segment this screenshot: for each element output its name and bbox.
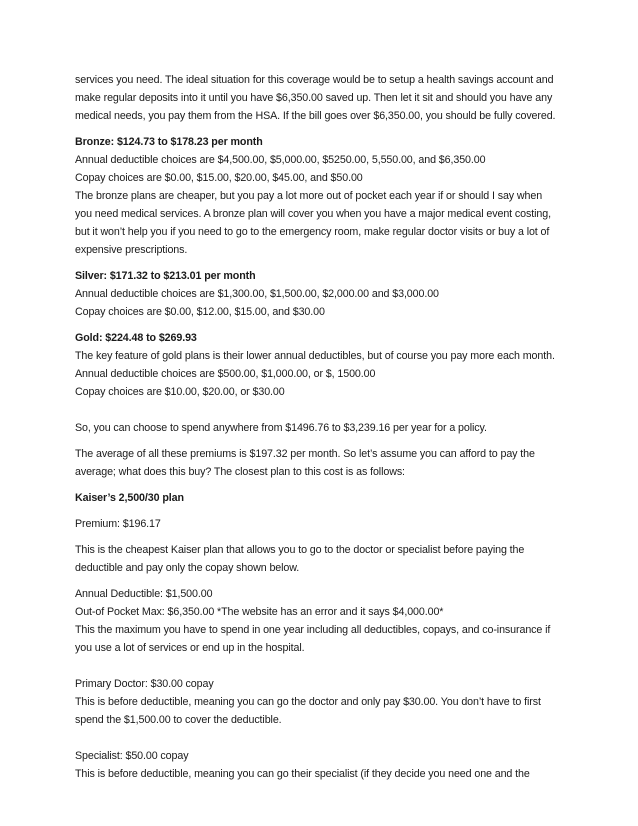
text-line: services you need. The ideal situation for this coverage would be to setup a health savings account and: [75, 74, 554, 86]
text-line: but it won’t help you if you need to go to the emergency room, make regular doctor visits or buy a lot of: [75, 226, 550, 238]
text-line: expensive prescriptions.: [75, 244, 188, 256]
average-paragraph: [75, 445, 567, 481]
text-line: Out-of Pocket Max: $6,350.00 *The website has an error and it says $4,000.00*: [75, 606, 444, 618]
gold-heading: Gold: $224.48 to $269.93: [75, 332, 197, 344]
bronze-section: [75, 133, 567, 259]
premium-paragraph: [75, 515, 567, 533]
text-line: spend the $1,500.00 to cover the deductible.: [75, 714, 282, 726]
deductible-paragraph: [75, 585, 567, 657]
gold-section: [75, 329, 567, 401]
text-line: Specialist: $50.00 copay: [75, 750, 189, 762]
text-line: Copay choices are $10.00, $20.00, or $30.00: [75, 386, 285, 398]
document-page: [75, 71, 567, 783]
text-line: This is before deductible, meaning you can go their specialist (if they decide you need one and the: [75, 768, 530, 780]
text-line: Annual Deductible: $1,500.00: [75, 588, 213, 600]
text-line: The key feature of gold plans is their lower annual deductibles, but of course you pay more each month.: [75, 350, 555, 362]
silver-section: [75, 267, 567, 321]
text-line: Copay choices are $0.00, $12.00, $15.00, and $30.00: [75, 306, 325, 318]
text-line: The average of all these premiums is $197.32 per month. So let’s assume you can afford to pay the: [75, 448, 535, 460]
text-line: medical needs, you pay them from the HSA. If the bill goes over $6,350.00, you should be fully covered.: [75, 110, 556, 122]
text-line: This is the cheapest Kaiser plan that allows you to go to the doctor or specialist before paying the: [75, 544, 525, 556]
premium-text: Premium: $196.17: [75, 518, 161, 530]
text-line: So, you can choose to spend anywhere from $1496.76 to $3,239.16 per year for a policy.: [75, 422, 487, 434]
spend-paragraph: [75, 419, 567, 437]
kaiser-heading-paragraph: [75, 489, 567, 507]
primary-doctor-paragraph: [75, 675, 567, 729]
silver-heading: Silver: $171.32 to $213.01 per month: [75, 270, 256, 282]
bronze-heading: Bronze: $124.73 to $178.23 per month: [75, 136, 263, 148]
text-line: Annual deductible choices are $500.00, $1,000.00, or $, 1500.00: [75, 368, 376, 380]
cheapest-plan-paragraph: [75, 541, 567, 577]
specialist-paragraph: [75, 747, 567, 783]
text-line: you use a lot of services or end up in the hospital.: [75, 642, 305, 654]
text-line: deductible and pay only the copay shown below.: [75, 562, 300, 574]
text-line: Annual deductible choices are $1,300.00, $1,500.00, $2,000.00 and $3,000.00: [75, 288, 439, 300]
text-line: make regular deposits into it until you have $6,350.00 saved up. Then let it sit and should you have any: [75, 92, 553, 104]
text-line: average; what does this buy? The closest plan to this cost is as follows:: [75, 466, 405, 478]
kaiser-heading: Kaiser’s 2,500/30 plan: [75, 492, 184, 504]
text-line: The bronze plans are cheaper, but you pay a lot more out of pocket each year if or should I say when: [75, 190, 543, 202]
text-line: Annual deductible choices are $4,500.00, $5,000.00, $5250.00, 5,550.00, and $6,350.00: [75, 154, 486, 166]
text-line: you need medical services. A bronze plan will cover you when you have a major medical event costing,: [75, 208, 551, 220]
text-line: This the maximum you have to spend in one year including all deductibles, copays, and co-insurance if: [75, 624, 551, 636]
text-line: This is before deductible, meaning you can go the doctor and only pay $30.00. You don’t have to first: [75, 696, 541, 708]
text-line: Primary Doctor: $30.00 copay: [75, 678, 214, 690]
text-line: Copay choices are $0.00, $15.00, $20.00, $45.00, and $50.00: [75, 172, 363, 184]
intro-paragraph: [75, 71, 567, 125]
